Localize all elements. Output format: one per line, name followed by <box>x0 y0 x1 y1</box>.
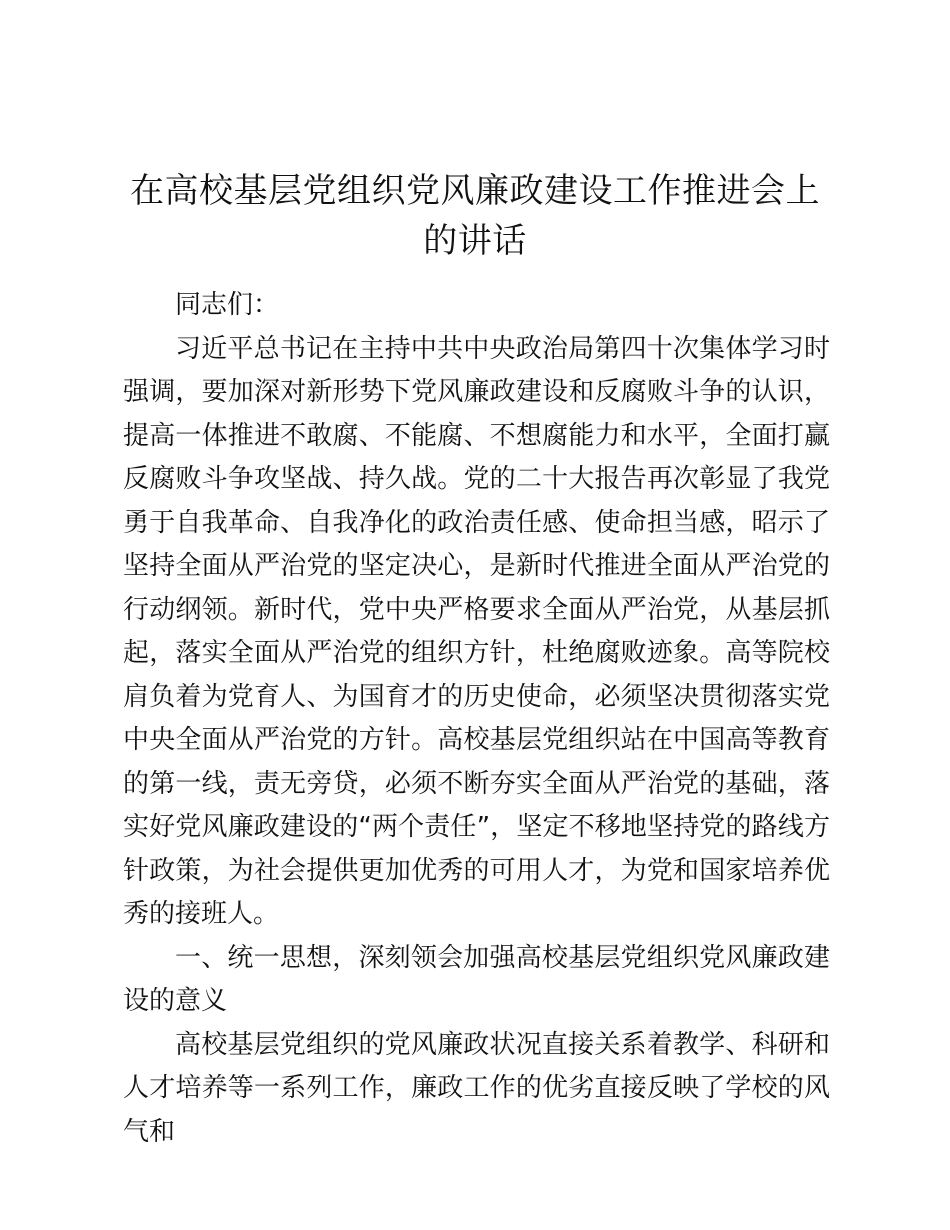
salutation: 同志们： <box>175 290 280 320</box>
paragraph-section-1: 高校基层党组织的党风廉政状况直接关系着教学、科研和人才培养等一系列工作，廉政工作的优劣直接反映了学校的风气和 <box>123 1029 830 1147</box>
section-heading-1: 一、统一思想，深刻领会加强高校基层党组织党风廉政建设的意义 <box>123 942 830 1016</box>
document-title: 在高校基层党组织党风廉政建设工作推进会上的讲话 <box>130 171 820 261</box>
document-body <box>123 284 830 1154</box>
paragraph-intro: 习近平总书记在主持中共中央政治局第四十次集体学习时强调，要加深对新形势下党风廉政建设和反腐败斗争的认识，提高一体推进不敢腐、不能腐、不想腐能力和水平，全面打赢反腐败斗争攻坚战、持久战。党的二十大报告再次彰显了我党勇于自我革命、自我净化的政治责任感、使命担当感，昭示了坚持全面从严治党的坚定决心，是新时代推进全面从严治党的行动纲领。新时代，党中央严格要求全面从严治党，从基层抓起，落实全面从严治党的组织方针，杜绝腐败迹象。高等院校肩负着为党育人、为国育才的历史使命，必须坚决贯彻落实党中央全面从严治党的方针。高校基层党组织站在中国高等教育的第一线，责无旁贷，必须不断夯实全面从严治党的基础，落实好党风廉政建设的“两个责任”，坚定不移地坚持党的路线方针政策，为社会提供更加优秀的可用人才，为党和国家培养优秀的接班人。 <box>123 333 830 929</box>
